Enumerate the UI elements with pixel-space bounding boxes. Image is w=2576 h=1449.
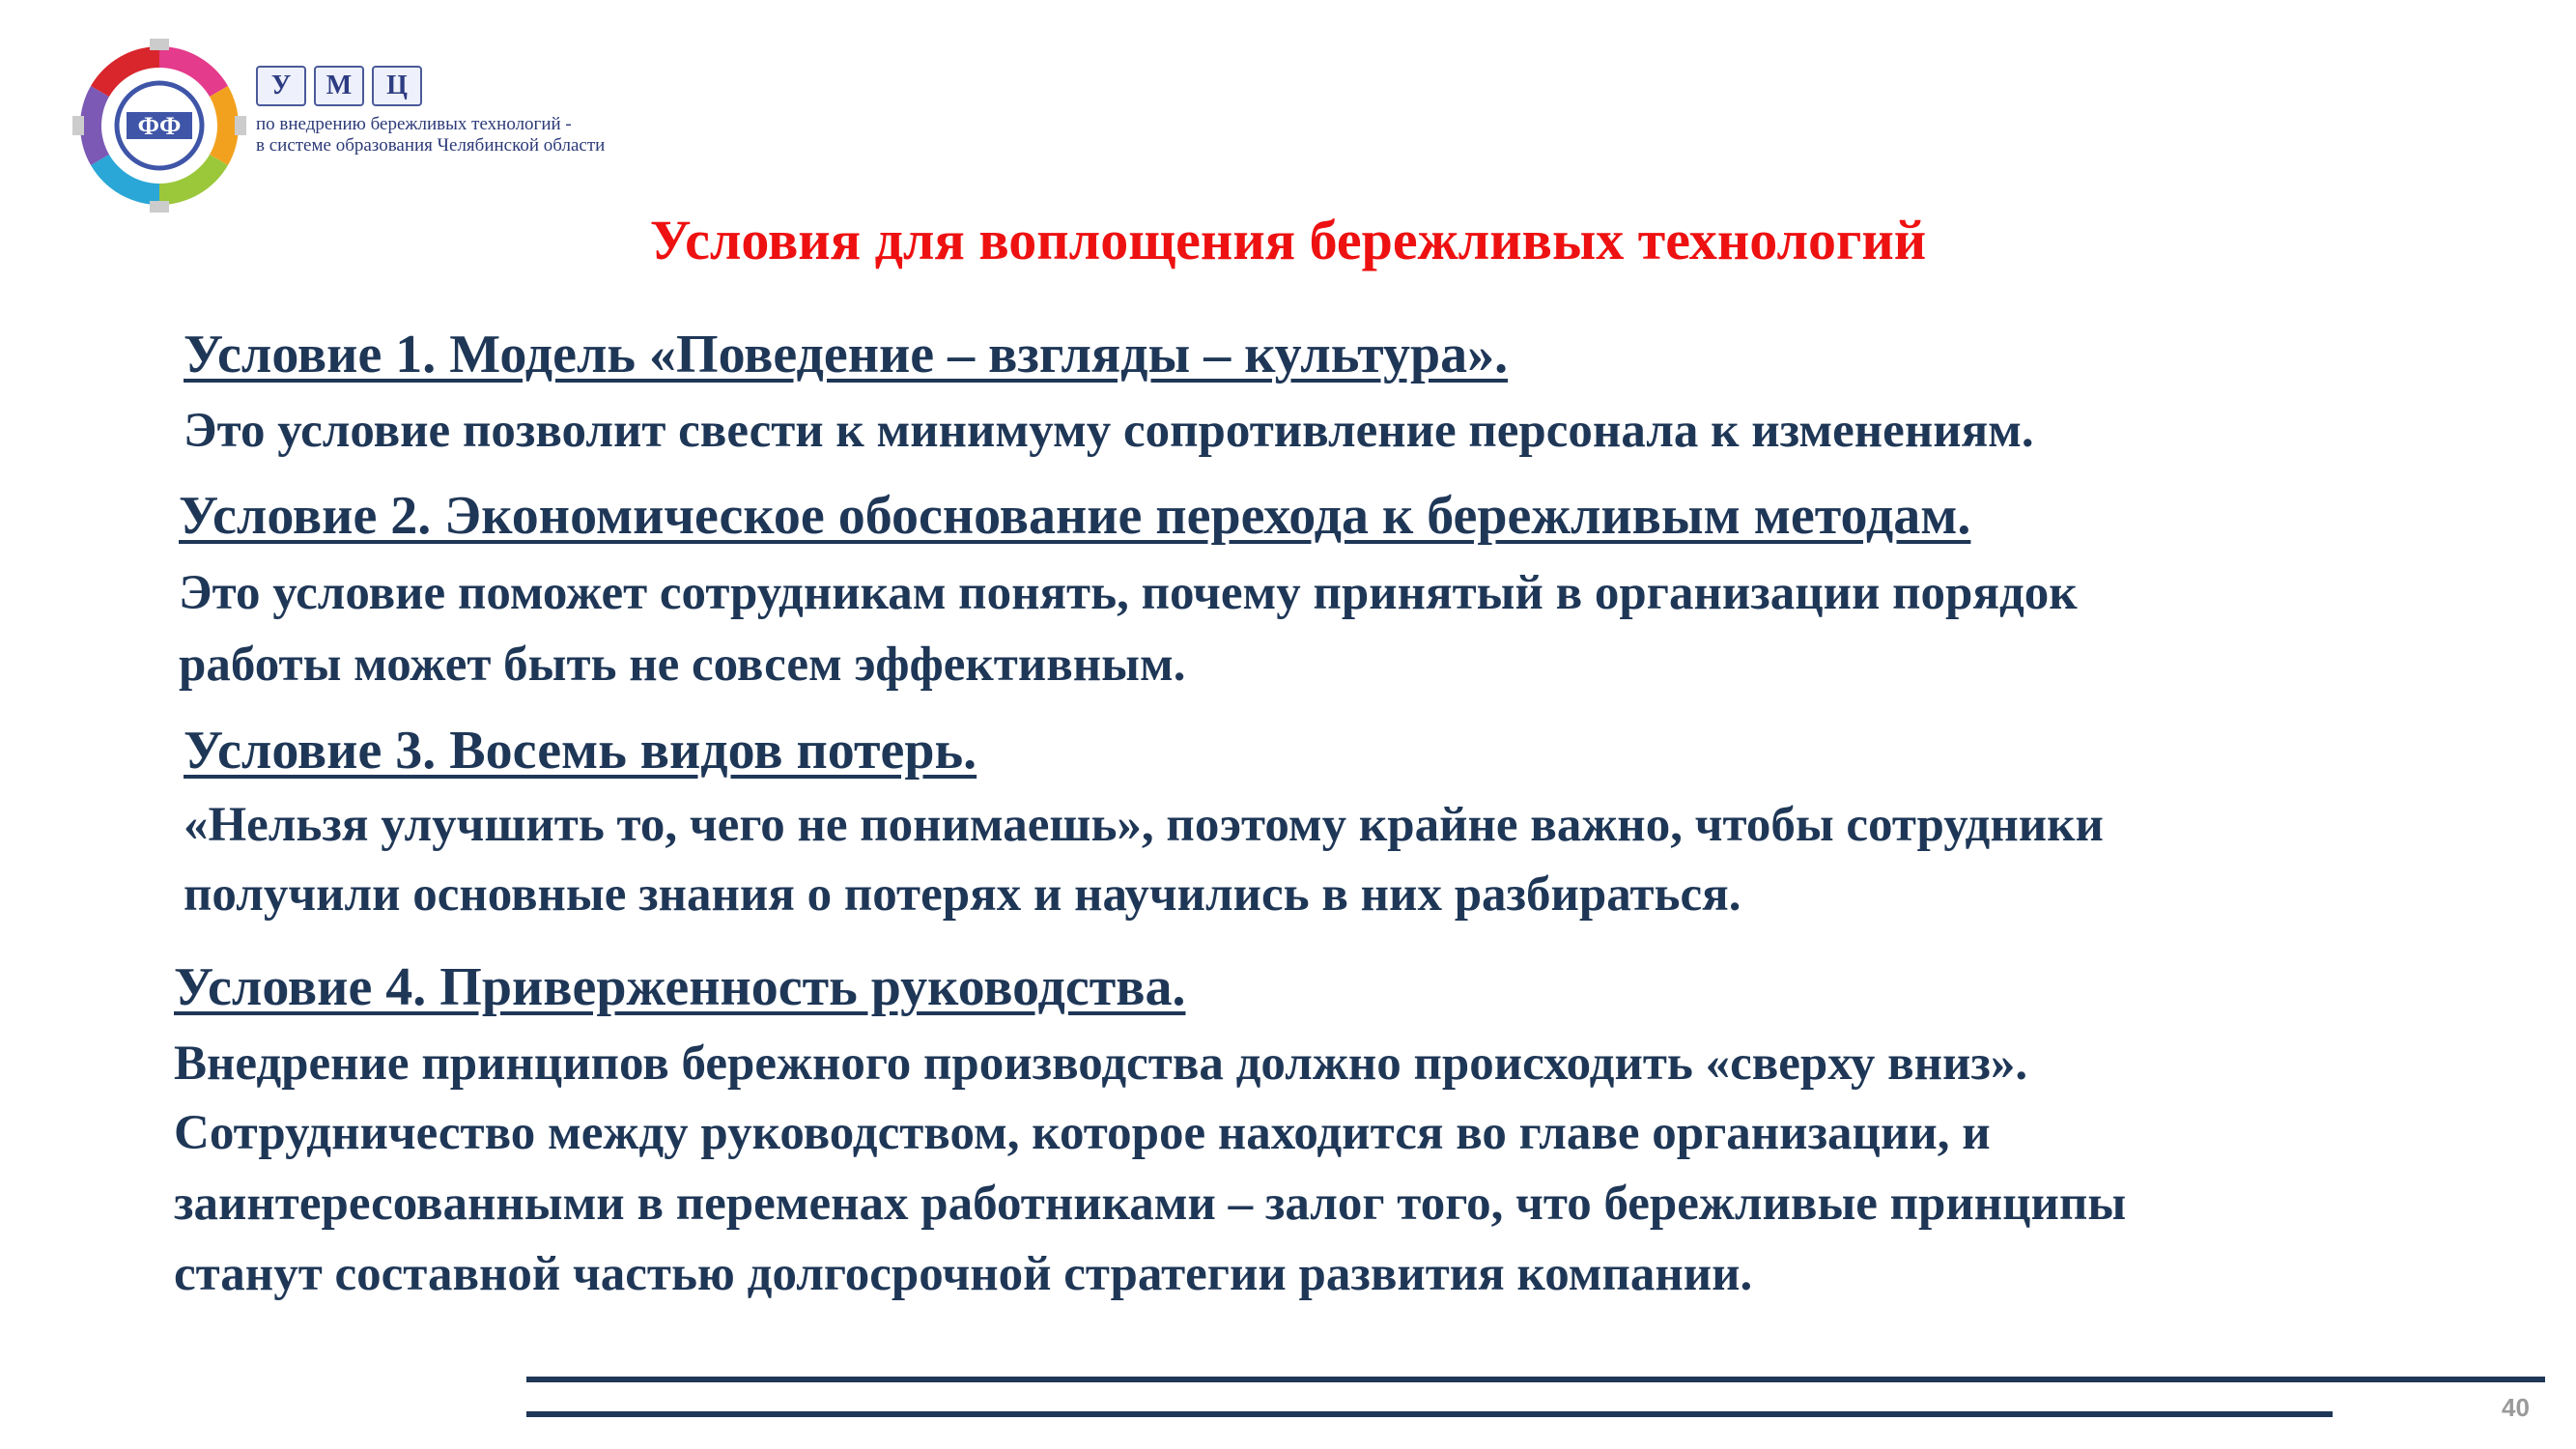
page-number: 40 (2502, 1393, 2530, 1422)
logo-subtitle-line-1: по внедрению бережливых технологий - (256, 114, 572, 134)
condition-4-text-line: Сотрудничество между руководством, которое находится во главе организации, и (174, 1106, 1991, 1160)
slide-title: Условия для воплощения бережливых технологий (649, 209, 1927, 271)
logo-subtitle-line-2: в системе образования Челябинской области (256, 135, 606, 156)
condition-4-text-line: Внедрение принципов бережного производства должно происходить «сверху вниз». (174, 1037, 2028, 1091)
condition-3-text-line: «Нельзя улучшить то, чего не понимаешь», поэтому крайне важно, чтобы сотрудники (184, 798, 2104, 852)
logo-letter: У (256, 66, 306, 106)
svg-text:ФФ: ФФ (137, 112, 182, 140)
footer-divider-top (526, 1377, 2545, 1382)
condition-1-text: Это условие позволит свести к минимуму сопротивление персонала к изменениям. (184, 404, 2034, 458)
logo-letters (256, 66, 422, 106)
footer-divider-bottom (526, 1411, 2333, 1417)
condition-4-heading: Условие 4. Приверженность руководства. (174, 957, 1186, 1017)
condition-2-heading: Условие 2. Экономическое обоснование перехода к бережливым методам. (179, 486, 1971, 546)
condition-4-text-line: станут составной частью долгосрочной стратегии развития компании. (174, 1247, 1753, 1301)
logo-letter: М (314, 66, 364, 106)
condition-2-text-line: Это условие поможет сотрудникам понять, почему принятый в организации порядок (179, 566, 2078, 620)
logo-letter: Ц (372, 66, 422, 106)
gear-logo-icon (72, 39, 246, 213)
condition-2-text-line: работы может быть не совсем эффективным. (179, 638, 1186, 692)
condition-3-text-line: получили основные знания о потерях и научились в них разбираться. (184, 867, 1741, 922)
condition-4-text-line: заинтересованными в переменах работниками – залог того, что бережливые принципы (174, 1177, 2127, 1231)
condition-1-heading: Условие 1. Модель «Поведение – взгляды – культура». (184, 325, 1509, 384)
condition-3-heading: Условие 3. Восемь видов потерь. (184, 721, 977, 781)
umc-logo (72, 39, 768, 213)
